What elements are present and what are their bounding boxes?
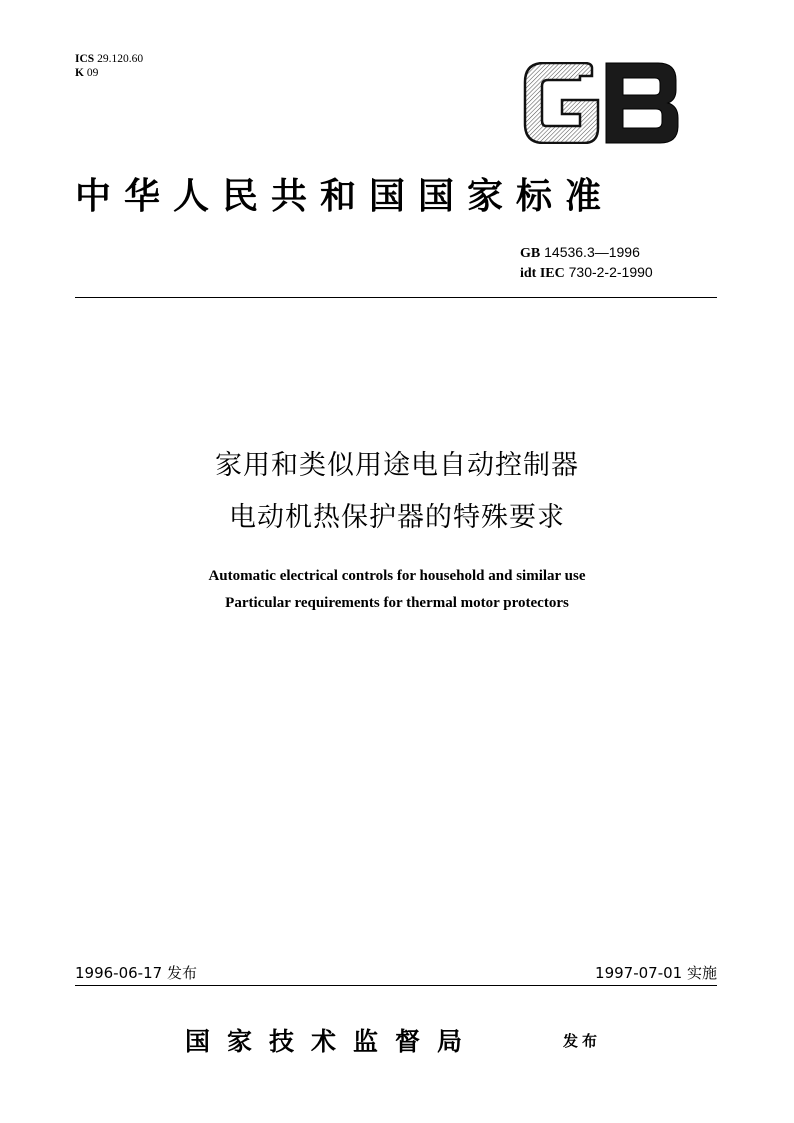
idt-value: 730-2-2-1990 [568, 264, 653, 280]
publish-label: 发布 [563, 1032, 602, 1050]
ics-value: 29.120.60 [97, 53, 144, 65]
effective-date: 1997-07-01 实施 [595, 964, 717, 982]
bottom-divider [75, 985, 717, 986]
standard-number [520, 243, 653, 283]
ics-code-line [75, 52, 143, 66]
idt-label: idt IEC [520, 266, 565, 281]
national-standard-title: 中华人民共和国国家标准 [75, 175, 615, 217]
gb-value: 14536.3—1996 [544, 244, 640, 260]
classification-codes [75, 52, 143, 80]
class-value: 09 [86, 67, 99, 79]
title-en-line2: Particular requirements for thermal motor protectors [225, 595, 569, 611]
issue-date: 1996-06-17 发布 [75, 964, 197, 982]
publisher-name: 国家技术监督局 [185, 1027, 480, 1056]
ics-label: ICS [75, 53, 95, 65]
title-cn-line1: 家用和类似用途电自动控制器 [215, 450, 579, 481]
gb-logo [522, 62, 680, 144]
class-code-line [75, 66, 143, 80]
idt-number-line [520, 263, 653, 283]
gb-label: GB [520, 246, 541, 261]
class-label: K [75, 67, 84, 79]
title-cn-line2: 电动机热保护器的特殊要求 [229, 502, 565, 533]
top-divider [75, 297, 717, 298]
gb-number-line [520, 243, 653, 263]
title-en-line1: Automatic electrical controls for household and similar use [208, 568, 586, 584]
